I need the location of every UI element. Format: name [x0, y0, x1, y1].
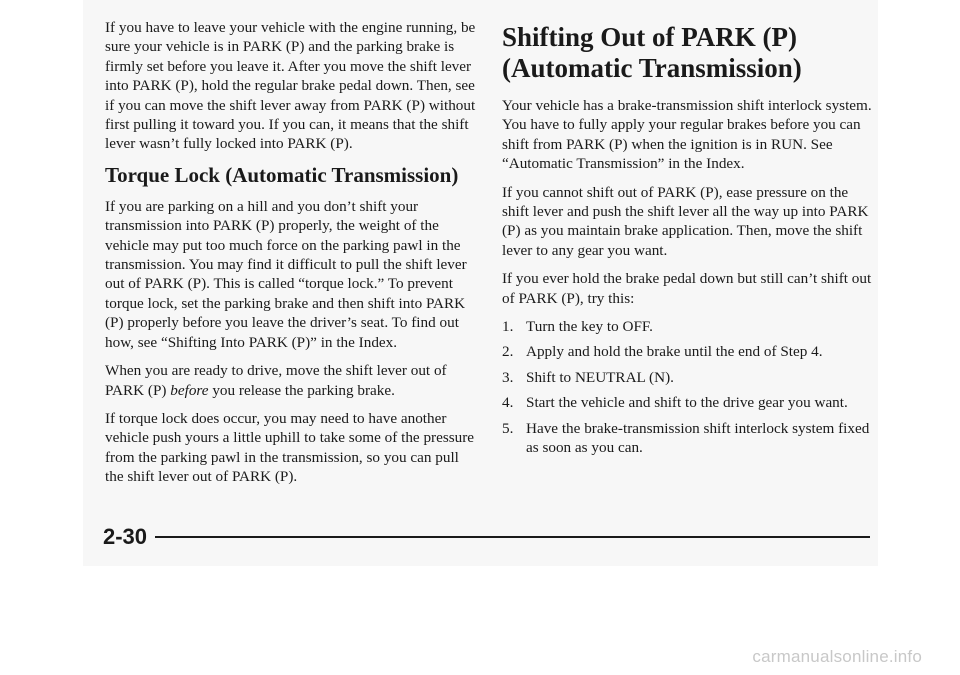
footer-rule: [155, 536, 870, 538]
list-item: [502, 342, 872, 361]
intro-paragraph: If you have to leave your vehicle with the engine running, be sure your vehicle is in PARK (P) and the parking brake is firmly set before you leave it. After you move the shift lever into PARK (P), hold the regular brake pedal down. Then, see if you can move the shift lever away from PARK (P) without first pulling it toward you. If you can, it means that the shift lever wasn’t fully locked into PARK (P).: [105, 19, 476, 153]
left-column: [105, 18, 477, 496]
cannot-shift-paragraph: If you cannot shift out of PARK (P), ease pressure on the shift lever and push the shift lever all the way up into PARK (P) as you maintain brake application. Then, move the shift lever to any gear you want.: [502, 183, 869, 259]
torque-lock-paragraph: If you are parking on a hill and you don’t shift your transmission into PARK (P) properly, the weight of the vehicle may put too much force on the parking pawl in the transmission. You may find it difficult to pull the shift lever out of PARK (P). This is called “torque lock.” To prevent torque lock, set the parking brake and then shift into PARK (P) properly before you leave the driver’s seat. To find out how, see “Shifting Into PARK (P)” in the Index.: [105, 197, 467, 351]
list-item: [502, 317, 872, 336]
step-number: 1.: [502, 318, 514, 336]
torque-lock-heading: Torque Lock (Automatic Transmission): [105, 162, 459, 187]
ready-to-drive-paragraph: [105, 361, 477, 400]
try-this-paragraph: If you ever hold the brake pedal down but still can’t shift out of PARK (P), try this:: [502, 270, 872, 307]
step-text: Apply and hold the brake until the end of Step 4.: [526, 343, 823, 361]
list-item: [502, 393, 872, 412]
step-number: 3.: [502, 368, 514, 386]
shifting-out-heading: Shifting Out of PARK (P) (Automatic Transmission): [502, 22, 802, 83]
step-text: Start the vehicle and shift to the drive gear you want.: [526, 394, 848, 412]
list-item: [502, 419, 872, 458]
step-number: 5.: [502, 419, 514, 437]
steps-list: [502, 317, 872, 457]
step-number: 4.: [502, 394, 514, 412]
page-number: 2-30: [103, 524, 148, 549]
step-number: 2.: [502, 343, 514, 361]
torque-lock-occurs-paragraph: If torque lock does occur, you may need to have another vehicle push yours a little uphill to take some of the pressure from the parking pawl in the transmission, so you can pull the shift lever out of PARK (P).: [105, 409, 475, 486]
interlock-paragraph: Your vehicle has a brake-transmission shift interlock system. You have to fully apply your regular brakes before you can shift from PARK (P) when the ignition is in RUN. See “Automatic Transmission” in the Index.: [502, 97, 872, 173]
ready-text-end: you release the parking brake.: [208, 381, 395, 399]
step-text: Have the brake-transmission shift interlock system fixed as soon as you can.: [526, 419, 870, 457]
watermark: carmanualsonline.info: [752, 647, 922, 666]
before-emphasis: before: [170, 381, 209, 399]
step-text: Shift to NEUTRAL (N).: [526, 368, 674, 386]
right-column: [502, 22, 872, 464]
page-footer: [103, 522, 870, 552]
ready-text-start: When you are ready to drive, move the shift lever out of PARK (P): [105, 362, 447, 399]
step-text: Turn the key to OFF.: [526, 318, 653, 336]
list-item: [502, 368, 872, 387]
